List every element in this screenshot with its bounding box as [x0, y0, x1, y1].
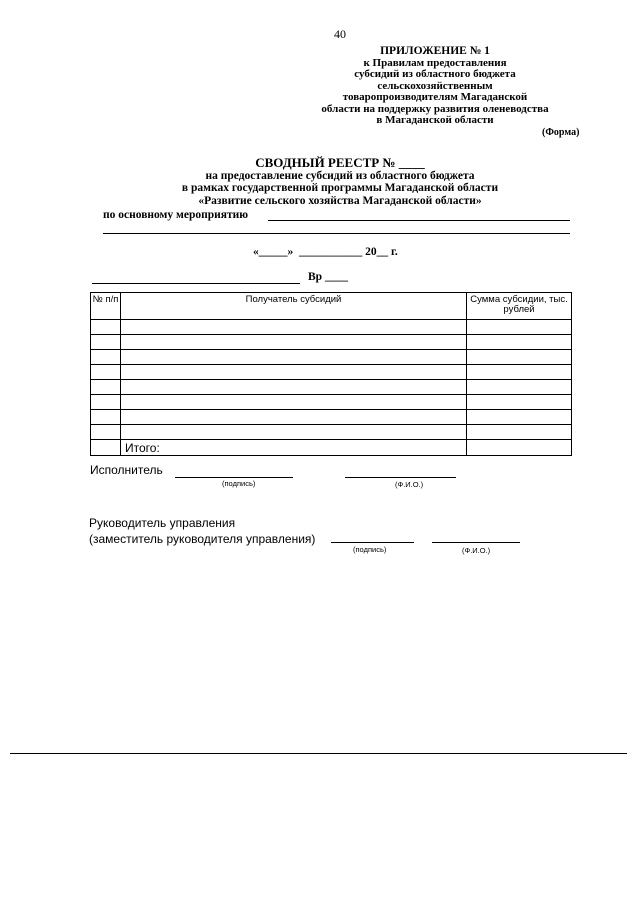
cell-recipient[interactable] [121, 380, 467, 395]
vr-left-line [92, 283, 300, 284]
measure-fill-line [268, 220, 570, 221]
table-row [91, 365, 572, 380]
appendix-block [300, 46, 570, 127]
head-name-caption: (Ф.И.О.) [462, 546, 491, 555]
table-row [91, 350, 572, 365]
title-line: «Развитие сельского хозяйства Магаданской области» [198, 194, 482, 207]
table-row [91, 380, 572, 395]
cell-amount[interactable] [467, 335, 572, 350]
appendix-line: субсидий из областного бюджета [354, 68, 516, 80]
head-signature-line[interactable] [331, 542, 414, 543]
cell-recipient[interactable] [121, 410, 467, 425]
form-label: (Форма) [542, 127, 580, 138]
cell-recipient[interactable] [121, 320, 467, 335]
cell-recipient[interactable] [121, 425, 467, 440]
total-row [91, 440, 572, 456]
cell-number[interactable] [91, 410, 121, 425]
cell-amount[interactable] [467, 365, 572, 380]
cell-number[interactable] [91, 380, 121, 395]
title-heading: СВОДНЫЙ РЕЕСТР № ____ [255, 155, 425, 170]
head-name-line[interactable] [432, 542, 520, 543]
appendix-line: сельскохозяйственным [377, 79, 493, 92]
deputy-label: (заместитель руководителя управления) [89, 532, 316, 546]
cell-amount[interactable] [467, 410, 572, 425]
table-header-row [91, 293, 572, 320]
appendix-line: к Правилам предоставления [363, 56, 507, 69]
cell-number[interactable] [91, 365, 121, 380]
vr-line: Вр ____ [308, 271, 348, 283]
head-signature-caption: (подпись) [353, 545, 387, 554]
cell-number[interactable] [91, 425, 121, 440]
table-row [91, 395, 572, 410]
registry-table [90, 292, 572, 456]
head-label: Руководитель управления [89, 516, 236, 530]
executor-name-caption: (Ф.И.О.) [395, 480, 424, 489]
page-number: 40 [334, 27, 346, 41]
table-row [91, 320, 572, 335]
cell-amount[interactable] [467, 380, 572, 395]
appendix-line: в Магаданской области [376, 114, 494, 126]
appendix-line: товаропроизводителям Магаданской [342, 91, 528, 103]
title-line: на предоставление субсидий из областного бюджета [205, 169, 475, 182]
header-number: № п/п [91, 293, 121, 320]
cell-amount[interactable] [467, 425, 572, 440]
cell-number[interactable] [91, 395, 121, 410]
total-label: Итого: [121, 440, 467, 456]
cell-recipient[interactable] [121, 335, 467, 350]
header-recipient: Получатель субсидий [121, 293, 467, 320]
cell-amount[interactable] [467, 320, 572, 335]
executor-signature-line[interactable] [175, 477, 293, 478]
title-line: в рамках государственной программы Магаданской области [181, 182, 499, 194]
table-row [91, 425, 572, 440]
cell-amount[interactable] [467, 395, 572, 410]
total-number-cell [91, 440, 121, 456]
appendix-heading: ПРИЛОЖЕНИЕ № 1 [380, 45, 490, 57]
cell-recipient[interactable] [121, 395, 467, 410]
executor-name-line[interactable] [345, 477, 456, 478]
document-title [130, 157, 550, 207]
header-amount: Сумма субсидии, тыс. рублей [467, 293, 572, 320]
total-amount-cell[interactable] [467, 440, 572, 456]
cell-number[interactable] [91, 320, 121, 335]
date-line: «_____» ___________ 20__ г. [253, 246, 398, 258]
cell-recipient[interactable] [121, 365, 467, 380]
cell-number[interactable] [91, 335, 121, 350]
cell-number[interactable] [91, 350, 121, 365]
measure-fill-line-2 [103, 233, 570, 234]
executor-label: Исполнитель [90, 463, 163, 477]
table-row [91, 410, 572, 425]
table-row [91, 335, 572, 350]
executor-signature-caption: (подпись) [222, 479, 256, 488]
cell-amount[interactable] [467, 350, 572, 365]
page-footer-divider [10, 753, 627, 754]
cell-recipient[interactable] [121, 350, 467, 365]
measure-label: по основному мероприятию [103, 209, 249, 221]
appendix-line: области на поддержку развития оленеводства [321, 102, 549, 115]
